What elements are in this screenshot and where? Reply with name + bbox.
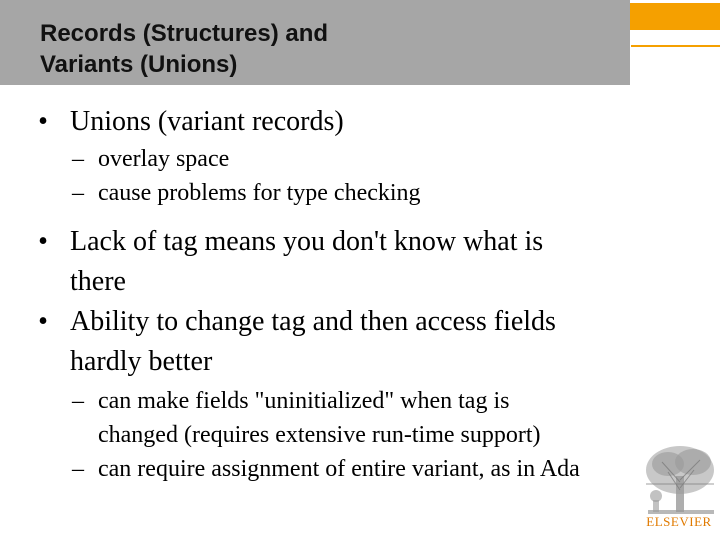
bullet-unions (28, 102, 678, 142)
sub-bullet-dash: – (72, 180, 84, 206)
sub-bullet-dash: – (72, 146, 84, 172)
bullet-text-line-1: Ability to change tag and then access fields (70, 306, 556, 337)
bullet-text-line-2: hardly better (70, 346, 213, 377)
slide-content (28, 102, 678, 486)
sub-bullet-text-line-2: changed (requires extensive run-time support) (98, 422, 541, 448)
sub-bullet-text: cause problems for type checking (98, 180, 421, 206)
title-bar (0, 0, 630, 85)
bullet-change-tag (28, 302, 678, 382)
orange-accent-block (630, 3, 720, 30)
sub-bullet-dash: – (72, 456, 84, 482)
sub-bullet-overlay (28, 142, 678, 176)
slide-title-line-2: Variants (Unions) (40, 51, 238, 78)
sub-bullet-type-checking (28, 176, 678, 210)
bullet-dot: • (38, 226, 48, 257)
bullet-dot: • (38, 106, 48, 137)
sub-bullet-text: overlay space (98, 146, 230, 172)
bullet-text-line-2: there (70, 266, 126, 297)
sub-bullet-dash: – (72, 388, 84, 414)
sub-bullet-text: can require assignment of entire variant, as in Ada (98, 456, 580, 482)
sub-bullet-uninitialized (28, 384, 678, 452)
elsevier-logo-text: ELSEVIER (646, 514, 712, 529)
sub-bullet-text-line-1: can make fields "uninitialized" when tag is (98, 388, 510, 414)
bullet-lack-of-tag (28, 222, 678, 302)
bullet-dot: • (38, 306, 48, 337)
bullet-text-line-1: Lack of tag means you don't know what is (70, 226, 544, 257)
bullet-text: Unions (variant records) (70, 106, 344, 137)
sub-bullet-assignment (28, 452, 678, 486)
orange-accent-line (631, 45, 720, 47)
slide-title (40, 18, 620, 80)
slide-title-line-1: Records (Structures) and (40, 20, 329, 47)
